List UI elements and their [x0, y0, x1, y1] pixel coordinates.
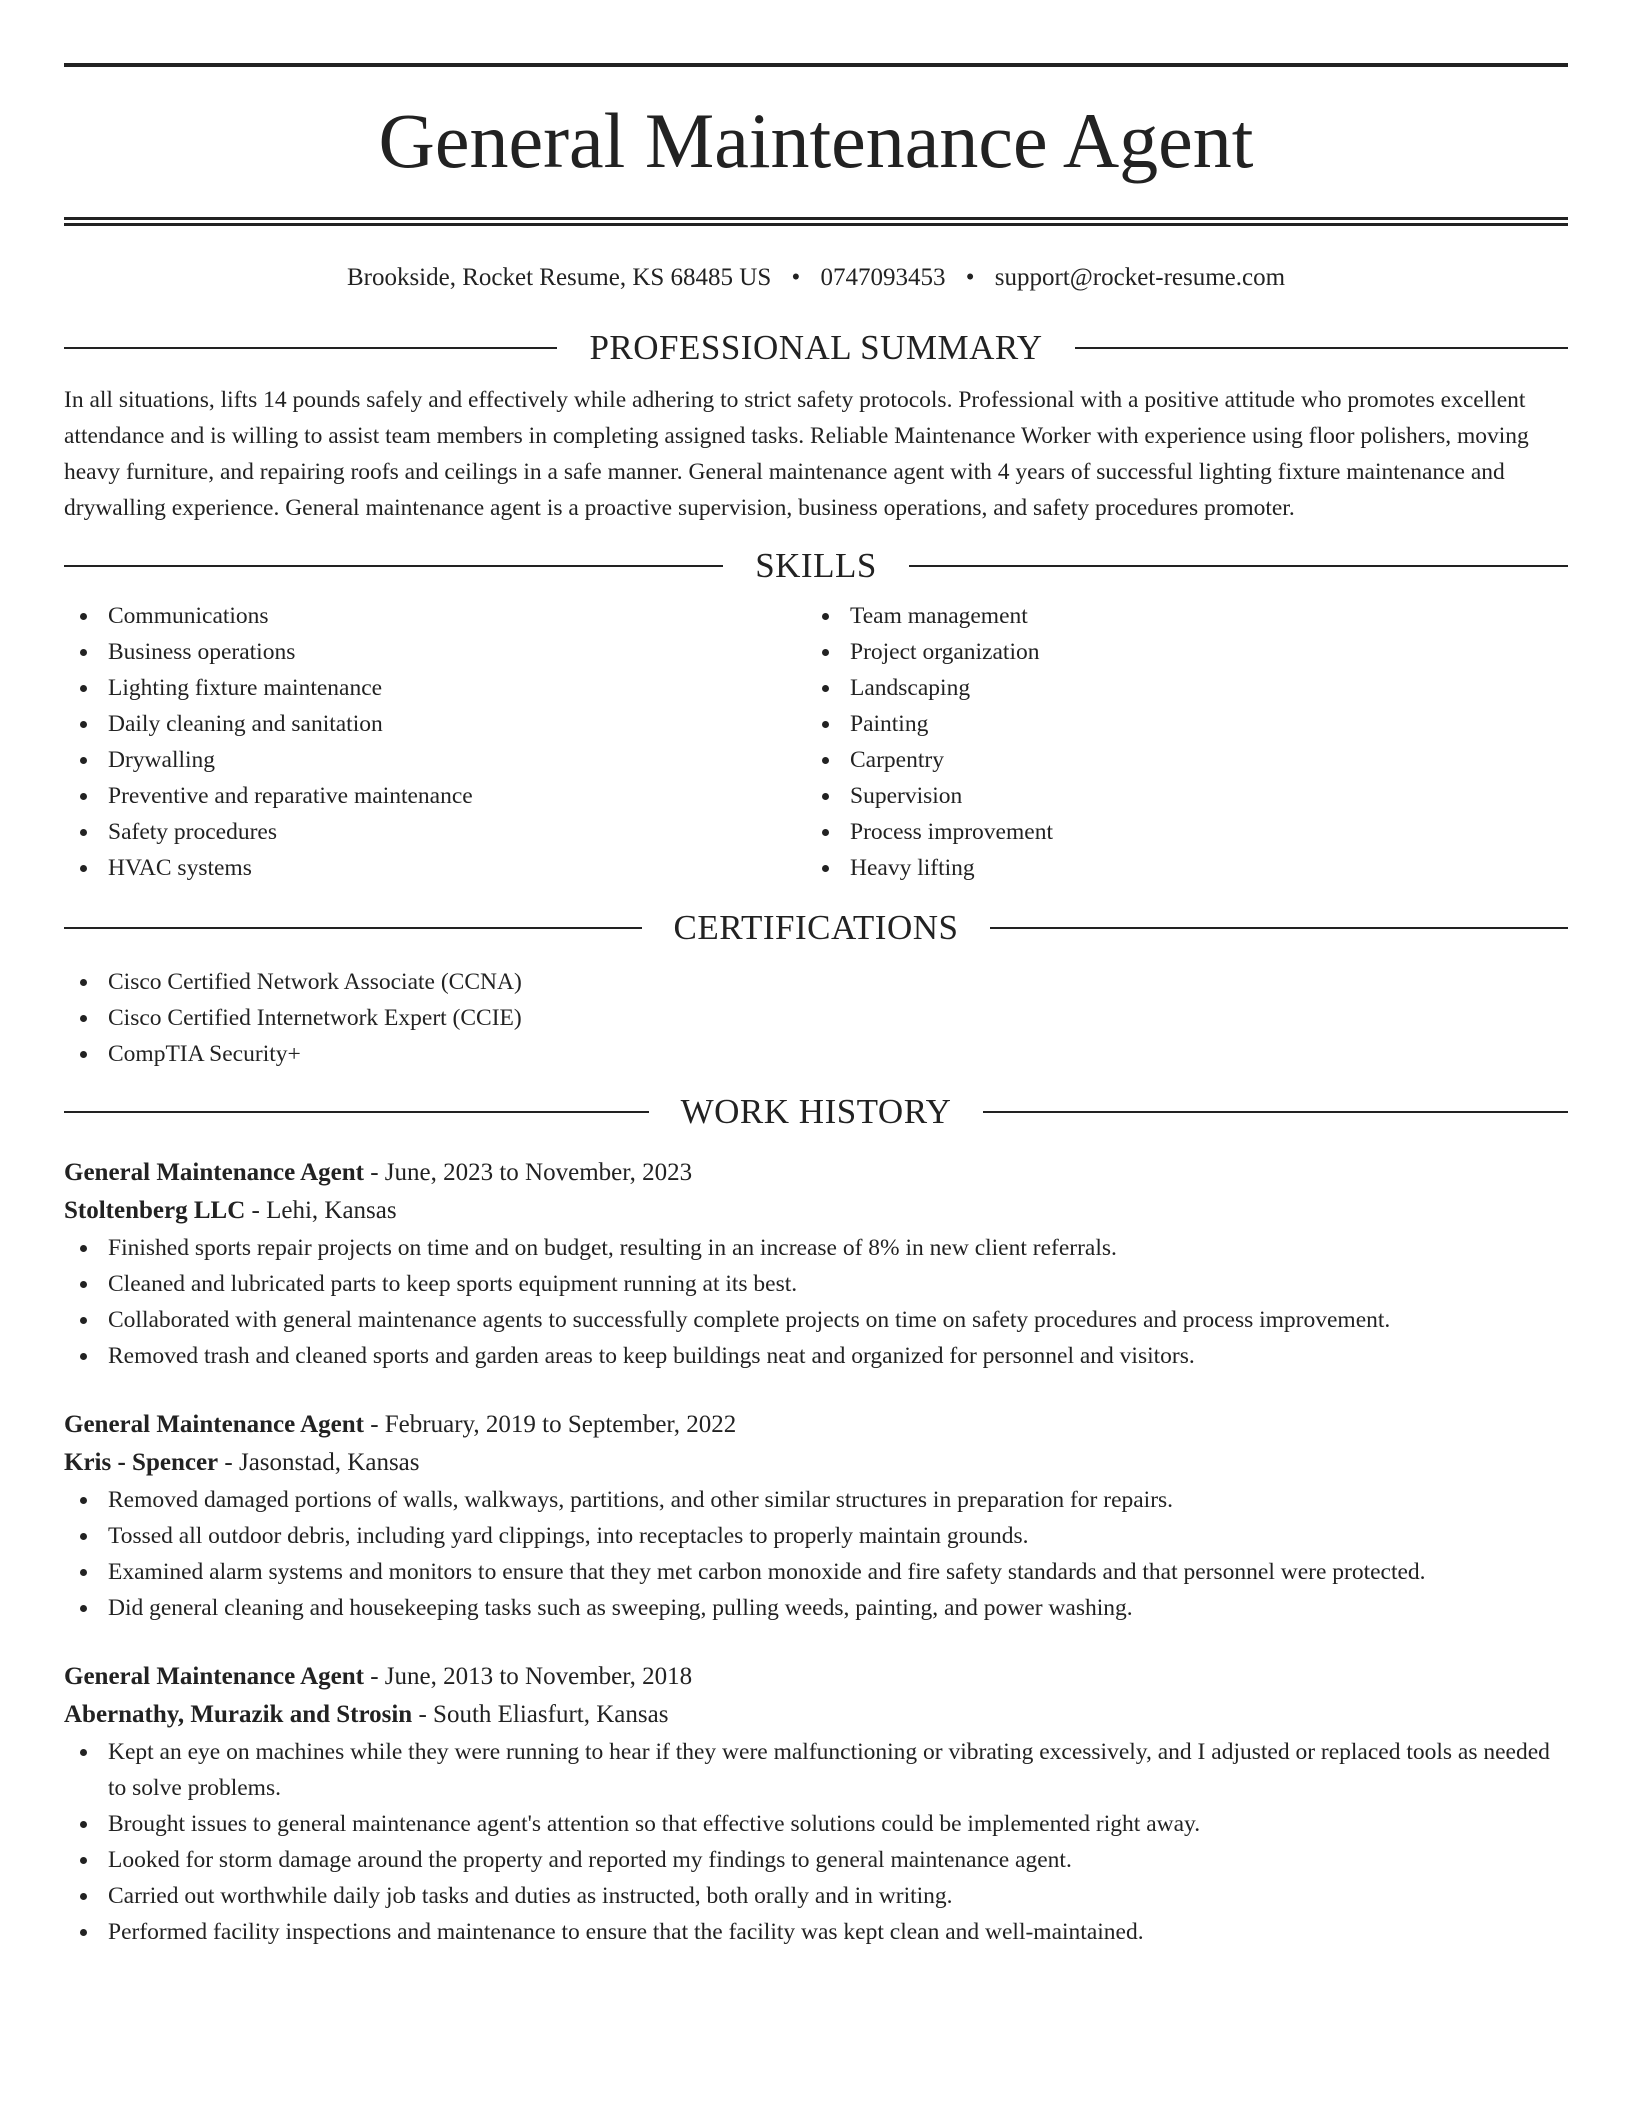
skill-item: Communications	[64, 598, 806, 634]
section-rule	[909, 565, 1568, 567]
section-rule	[1075, 347, 1568, 349]
contact-email[interactable]: support@rocket-resume.com	[994, 264, 1286, 291]
section-header-work-history	[64, 1088, 1568, 1136]
skill-item: Supervision	[806, 778, 1548, 814]
certifications-list	[64, 964, 1568, 1072]
job-bullet: Removed trash and cleaned sports and garden areas to keep buildings neat and organized for personnel and visitors.	[64, 1338, 1568, 1374]
job-location: - South Eliasfurt, Kansas	[412, 1701, 669, 1728]
skill-item: Landscaping	[806, 670, 1548, 706]
section-header-summary	[64, 324, 1568, 372]
job-bullets	[64, 1230, 1568, 1374]
job-company: Stoltenberg LLC	[64, 1197, 246, 1224]
skill-item: Lighting fixture maintenance	[64, 670, 806, 706]
skill-item: Daily cleaning and sanitation	[64, 706, 806, 742]
skill-item: Carpentry	[806, 742, 1548, 778]
contact-address: Brookside, Rocket Resume, KS 68485 US	[346, 264, 772, 291]
job-title-line	[64, 1658, 1568, 1696]
job-entry	[64, 1154, 1568, 1374]
skill-item: HVAC systems	[64, 850, 806, 886]
certification-item: Cisco Certified Network Associate (CCNA)	[64, 964, 1568, 1000]
certification-item: Cisco Certified Internetwork Expert (CCIE)	[64, 1000, 1568, 1036]
skill-item: Business operations	[64, 634, 806, 670]
section-rule	[64, 347, 557, 349]
section-rule	[990, 927, 1568, 929]
job-company: Abernathy, Murazik and Strosin	[64, 1701, 413, 1728]
section-title: WORK HISTORY	[680, 1092, 952, 1131]
job-entry	[64, 1406, 1568, 1626]
job-title: General Maintenance Agent	[64, 1411, 364, 1438]
job-dates: - June, 2013 to November, 2018	[363, 1663, 693, 1690]
contact-separator: •	[791, 264, 801, 291]
job-company-line	[64, 1696, 1568, 1734]
job-entry	[64, 1658, 1568, 1950]
job-bullet: Removed damaged portions of walls, walkways, partitions, and other similar structures in preparation for repairs.	[64, 1482, 1568, 1518]
skills-column-left	[64, 598, 806, 886]
skill-item: Drywalling	[64, 742, 806, 778]
section-rule	[64, 565, 723, 567]
job-dates: - February, 2019 to September, 2022	[363, 1411, 737, 1438]
job-location: - Jasonstad, Kansas	[218, 1449, 420, 1476]
job-location: - Lehi, Kansas	[245, 1197, 397, 1224]
job-bullet: Cleaned and lubricated parts to keep sports equipment running at its best.	[64, 1266, 1568, 1302]
skills-column-right	[806, 598, 1548, 886]
header-top-rule	[64, 63, 1568, 67]
job-bullets	[64, 1482, 1568, 1626]
header-double-rule	[64, 217, 1568, 226]
job-bullet: Performed facility inspections and maintenance to ensure that the facility was kept clean and well-maintained.	[64, 1914, 1568, 1950]
job-bullet: Kept an eye on machines while they were running to hear if they were malfunctioning or vibrating excessively, and I adjusted or replaced tools as needed to solve problems.	[64, 1734, 1568, 1806]
job-bullet: Did general cleaning and housekeeping tasks such as sweeping, pulling weeds, painting, and power washing.	[64, 1590, 1568, 1626]
job-bullet: Brought issues to general maintenance agent's attention so that effective solutions could be implemented right away.	[64, 1806, 1568, 1842]
section-header-certifications	[64, 904, 1568, 952]
job-bullet: Finished sports repair projects on time and on budget, resulting in an increase of 8% in new client referrals.	[64, 1230, 1568, 1266]
contact-phone: 0747093453	[820, 264, 946, 291]
contact-separator: •	[965, 264, 975, 291]
skill-item: Safety procedures	[64, 814, 806, 850]
skills-list	[64, 598, 1568, 886]
skill-item: Team management	[806, 598, 1548, 634]
job-bullets	[64, 1734, 1568, 1950]
job-dates: - June, 2023 to November, 2023	[363, 1159, 693, 1186]
job-title: General Maintenance Agent	[64, 1663, 364, 1690]
job-company-line	[64, 1444, 1568, 1482]
job-company: Kris - Spencer	[64, 1449, 219, 1476]
job-title-line	[64, 1406, 1568, 1444]
summary-text: In all situations, lifts 14 pounds safely and effectively while adhering to strict safety protocols. Professional with a positive attitude who promotes excellent attendance and is willing to assist team members in completing assigned tasks. Reliable Maintenance Worker with experience using floor polishers, moving heavy furniture, and repairing roofs and ceilings in a safe manner. General maintenance agent with 4 years of successful lighting fixture maintenance and drywalling experience. General maintenance agent is a proactive supervision, business operations, and safety procedures promoter.	[64, 387, 1529, 521]
job-title-line	[64, 1154, 1568, 1192]
job-bullet: Tossed all outdoor debris, including yard clippings, into receptacles to properly maintain grounds.	[64, 1518, 1568, 1554]
job-bullet: Carried out worthwhile daily job tasks and duties as instructed, both orally and in writing.	[64, 1878, 1568, 1914]
section-rule	[983, 1111, 1568, 1113]
section-title: CERTIFICATIONS	[673, 908, 959, 947]
skill-item: Process improvement	[806, 814, 1548, 850]
section-title: SKILLS	[755, 546, 877, 585]
certification-item: CompTIA Security+	[64, 1036, 1568, 1072]
job-bullet: Examined alarm systems and monitors to ensure that they met carbon monoxide and fire safety standards and that personnel were protected.	[64, 1554, 1568, 1590]
section-rule	[64, 1111, 649, 1113]
contact-line	[64, 262, 1568, 294]
resume-name: General Maintenance Agent	[378, 97, 1254, 184]
section-header-skills	[64, 542, 1568, 590]
section-title: PROFESSIONAL SUMMARY	[589, 328, 1043, 367]
skill-item: Preventive and reparative maintenance	[64, 778, 806, 814]
skill-item: Project organization	[806, 634, 1548, 670]
section-rule	[64, 927, 642, 929]
resume-page	[64, 0, 1568, 1950]
job-bullet: Looked for storm damage around the property and reported my findings to general maintenance agent.	[64, 1842, 1568, 1878]
skill-item: Painting	[806, 706, 1548, 742]
job-company-line	[64, 1192, 1568, 1230]
job-title: General Maintenance Agent	[64, 1159, 364, 1186]
job-bullet: Collaborated with general maintenance agents to successfully complete projects on time on safety procedures and process improvement.	[64, 1302, 1568, 1338]
skill-item: Heavy lifting	[806, 850, 1548, 886]
